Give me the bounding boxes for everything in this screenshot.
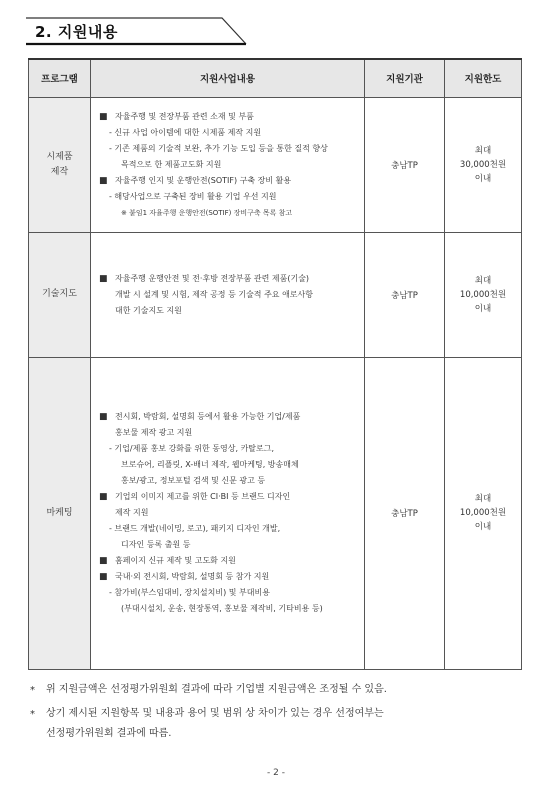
sub-item: (부대시설치, 운송, 현장통역, 홍보물 제작비, 기타비용 등) (121, 604, 323, 613)
limit-cell (445, 357, 522, 669)
footnote-marker: * (30, 709, 35, 720)
limit-line: 최대 (474, 494, 492, 504)
header-org: 지원기관 (365, 59, 445, 97)
bullet-item (99, 489, 362, 505)
bullet-text: 국내·외 전시회, 박람회, 설명회 등 참가 지원 (115, 572, 270, 581)
section-title: 2. 지원내용 (35, 23, 118, 41)
bullet-item (99, 409, 362, 425)
bullet-item (99, 271, 362, 287)
table-row (29, 97, 522, 232)
limit-line: 30,000천원 (459, 159, 507, 170)
limit-cell (445, 232, 522, 357)
bullet-item (99, 173, 362, 189)
footnote (30, 704, 530, 744)
sub-item: 대한 기술지도 지원 (115, 305, 182, 315)
header-content: 지원사업내용 (91, 59, 365, 97)
limit-cell (445, 97, 522, 232)
footnote (30, 680, 530, 700)
sub-item: 홍보물 제작 광고 지원 (115, 428, 193, 437)
bullet-item (99, 553, 362, 569)
section-header (26, 17, 246, 47)
sub-item: 홍보/광고, 정보포털 검색 및 신문 광고 등 (121, 476, 266, 485)
footnotes (30, 680, 530, 748)
bullet-text: 홈페이지 신규 제작 및 고도화 지원 (115, 556, 236, 565)
limit-line: 최대 (474, 145, 492, 156)
org-cell: 충남TP (365, 357, 445, 669)
square-bullet-icon: ■ (99, 572, 108, 582)
footnote-marker: * (30, 685, 35, 696)
footnote-line: 선정평가위원회 결과에 따름. (46, 728, 172, 739)
program-name-line: 시제품 (46, 151, 73, 162)
program-cell (29, 232, 91, 357)
limit-line: 이내 (474, 173, 492, 184)
sub-item: 디자인 등록 출원 등 (121, 540, 191, 549)
square-bullet-icon: ■ (99, 273, 108, 284)
bullet-item (99, 109, 362, 125)
reference-note: ※ 붙임1 자율주행 운행안전(SOTIF) 장비구축 목록 참고 (121, 208, 293, 217)
footnote-line: 상기 제시된 지원항목 및 내용과 용어 및 범위 상 차이가 있는 경우 선정여부는 (46, 708, 384, 719)
sub-item: 제작 지원 (115, 508, 149, 517)
bullet-item (99, 569, 362, 585)
footnote-line: 위 지원금액은 선정평가위원회 결과에 따라 기업별 지원금액은 조정될 수 있음. (46, 684, 387, 695)
bullet-text: 자율주행 인지 및 운행안전(SOTIF) 구축 장비 활용 (115, 175, 292, 185)
support-table (28, 58, 522, 670)
limit-line: 10,000천원 (459, 508, 507, 518)
program-cell (29, 357, 91, 669)
table-header-row (29, 59, 522, 97)
sub-item: - 기존 제품의 기술적 보완, 추가 기능 도입 등을 통한 질적 향상 (109, 143, 328, 153)
sub-item: - 참가비(부스임대비, 장치설치비) 및 부대비용 (109, 588, 270, 597)
square-bullet-icon: ■ (99, 111, 108, 122)
limit-line: 최대 (474, 275, 492, 286)
program-name-line: 기술지도 (42, 289, 77, 299)
content-cell (91, 97, 365, 232)
content-cell (91, 232, 365, 357)
bullet-text: 기업의 이미지 제고를 위한 CI·BI 등 브랜드 디자인 (115, 492, 291, 501)
sub-item: - 브랜드 개발(네이밍, 로고), 패키지 디자인 개발, (109, 524, 281, 533)
sub-item: - 해당사업으로 구축된 장비 활용 기업 우선 지원 (109, 191, 277, 201)
sub-item: - 신규 사업 아이템에 대한 시제품 제작 지원 (109, 127, 262, 137)
sub-item: - 기업/제품 홍보 강화를 위한 동영상, 카탈로그, (109, 444, 275, 453)
limit-line: 이내 (474, 522, 492, 532)
square-bullet-icon: ■ (99, 412, 108, 422)
header-program: 프로그램 (29, 59, 91, 97)
org-cell: 충남TP (365, 97, 445, 232)
table-row (29, 232, 522, 357)
org-cell: 충남TP (365, 232, 445, 357)
program-name-line: 제작 (50, 166, 69, 177)
bullet-text: 전시회, 박람회, 설명회 등에서 활용 가능한 기업/제품 (115, 412, 301, 421)
table-row (29, 357, 522, 669)
limit-line: 이내 (474, 303, 492, 314)
content-cell (91, 357, 365, 669)
program-cell (29, 97, 91, 232)
square-bullet-icon: ■ (99, 175, 108, 186)
program-name-line: 마케팅 (46, 507, 73, 518)
page-number: - 2 - (267, 768, 285, 778)
square-bullet-icon: ■ (99, 556, 108, 566)
header-limit: 지원한도 (445, 59, 522, 97)
bullet-text: 자율주행 운행안전 및 전·후방 전장부품 관련 제품(기술) (115, 273, 310, 283)
limit-line: 10,000천원 (459, 289, 507, 300)
sub-item: 개발 시 설계 및 시험, 제작 공정 등 기술적 주요 애로사항 (115, 289, 313, 299)
square-bullet-icon: ■ (99, 492, 108, 502)
sub-item: 브로슈어, 리플릿, X-배너 제작, 웹마케팅, 방송매체 (121, 460, 299, 469)
sub-item: 목적으로 한 제품고도화 지원 (121, 159, 222, 169)
bullet-text: 자율주행 및 전장부품 관련 소재 및 부품 (115, 111, 254, 121)
